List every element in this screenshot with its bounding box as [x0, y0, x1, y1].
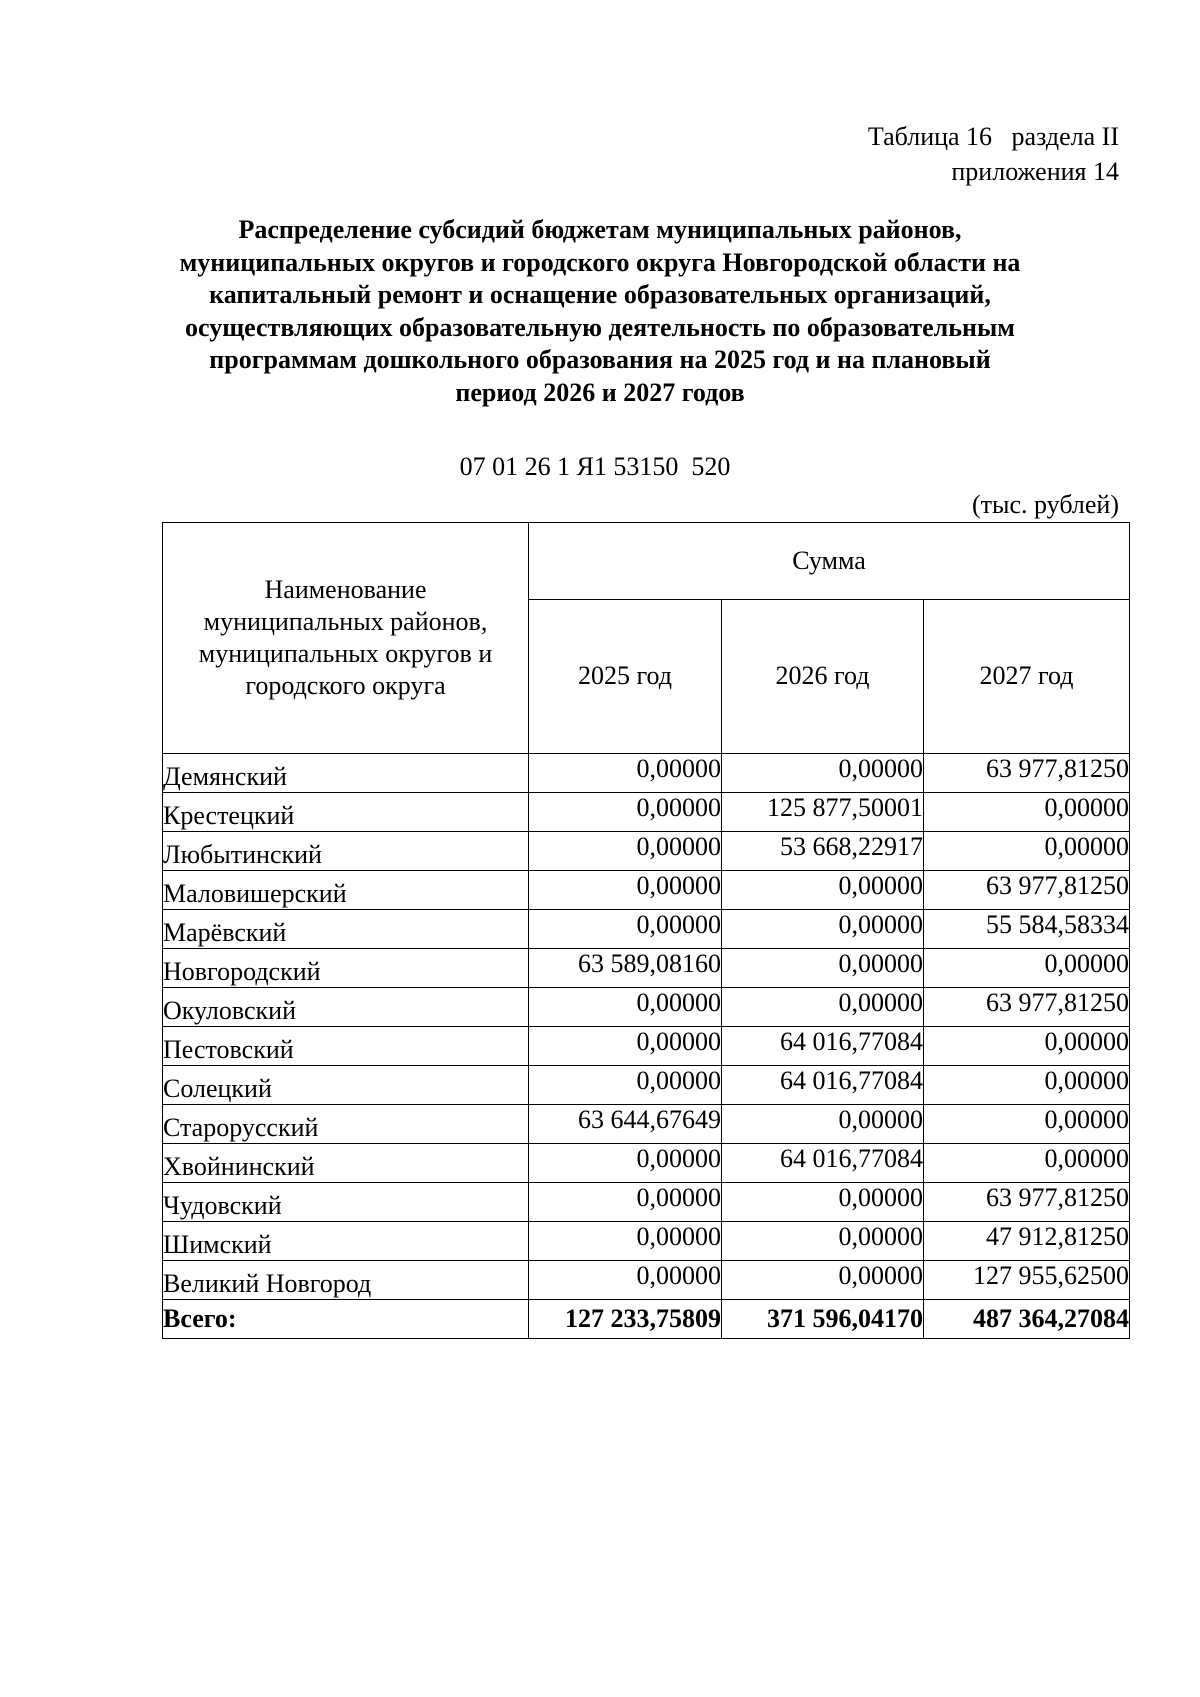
- column-header-2026: 2026 год: [722, 599, 924, 753]
- amount-2025: 0,00000: [529, 832, 722, 871]
- table-row: [163, 1183, 1130, 1222]
- amount-2025: 63 589,08160: [529, 949, 722, 988]
- district-name: Новгородский: [163, 949, 529, 988]
- amount-2026: 125 877,50001: [722, 793, 924, 832]
- amount-2027: 0,00000: [924, 1144, 1130, 1183]
- title-line: капитальный ремонт и оснащение образовательных организаций,: [209, 280, 991, 309]
- amount-2027: 63 977,81250: [924, 1183, 1130, 1222]
- amount-2027: 0,00000: [924, 1027, 1130, 1066]
- header-name-line: муниципальных районов,: [203, 607, 488, 636]
- table-row: [163, 871, 1130, 910]
- table-row: [163, 793, 1130, 832]
- table-row: [163, 910, 1130, 949]
- table-row: [163, 988, 1130, 1027]
- district-name: Старорусский: [163, 1105, 529, 1144]
- title-line: Распределение субсидий бюджетам муниципальных районов,: [238, 215, 962, 244]
- district-name: Крестецкий: [163, 793, 529, 832]
- amount-2026: 53 668,22917: [722, 832, 924, 871]
- amount-2027: 0,00000: [924, 1105, 1130, 1144]
- table-row: [163, 1066, 1130, 1105]
- amount-2027: 55 584,58334: [924, 910, 1130, 949]
- column-header-name: [163, 523, 529, 754]
- amount-2026: 0,00000: [722, 910, 924, 949]
- total-2027: 487 364,27084: [924, 1300, 1130, 1339]
- amount-2027: 0,00000: [924, 949, 1130, 988]
- district-name: Хвойнинский: [163, 1144, 529, 1183]
- header-name-line: городского округа: [245, 671, 446, 700]
- district-name: Пестовский: [163, 1027, 529, 1066]
- table-row: [163, 1222, 1130, 1261]
- amount-2026: 64 016,77084: [722, 1066, 924, 1105]
- table-body: [163, 754, 1130, 1300]
- amount-2026: 64 016,77084: [722, 1144, 924, 1183]
- total-row: [163, 1300, 1130, 1339]
- header-name-line: Наименование: [264, 575, 427, 604]
- header-name-line: муниципальных округов и: [198, 639, 493, 668]
- reference-line-table: Таблица 16 раздела II: [867, 122, 1119, 151]
- district-name: Чудовский: [163, 1183, 529, 1222]
- header-row: [163, 523, 1130, 600]
- amount-2026: 0,00000: [722, 1183, 924, 1222]
- amount-2025: 0,00000: [529, 1027, 722, 1066]
- table-row: [163, 1144, 1130, 1183]
- amount-2025: 0,00000: [529, 754, 722, 793]
- amount-2027: 47 912,81250: [924, 1222, 1130, 1261]
- amount-2026: 0,00000: [722, 1105, 924, 1144]
- subsidy-distribution-table: [162, 522, 1130, 1339]
- district-name: Любытинский: [163, 832, 529, 871]
- table-row: [163, 832, 1130, 871]
- table-row: [163, 754, 1130, 793]
- column-header-2025: 2025 год: [529, 599, 722, 753]
- amount-2027: 0,00000: [924, 832, 1130, 871]
- district-name: Демянский: [163, 754, 529, 793]
- amount-2025: 0,00000: [529, 1222, 722, 1261]
- unit-label: (тыс. рублей): [971, 490, 1119, 519]
- amount-2027: 63 977,81250: [924, 754, 1130, 793]
- amount-2025: 0,00000: [529, 910, 722, 949]
- amount-2027: 63 977,81250: [924, 871, 1130, 910]
- district-name: Окуловский: [163, 988, 529, 1027]
- document-title: [130, 214, 1070, 409]
- amount-2026: 0,00000: [722, 949, 924, 988]
- amount-2027: 127 955,62500: [924, 1261, 1130, 1300]
- table-row: [163, 1105, 1130, 1144]
- district-name: Солецкий: [163, 1066, 529, 1105]
- amount-2025: 0,00000: [529, 871, 722, 910]
- total-2025: 127 233,75809: [529, 1300, 722, 1339]
- amount-2025: 63 644,67649: [529, 1105, 722, 1144]
- total-2026: 371 596,04170: [722, 1300, 924, 1339]
- total-label: Всего:: [163, 1300, 529, 1339]
- amount-2027: 63 977,81250: [924, 988, 1130, 1027]
- district-name: Великий Новгород: [163, 1261, 529, 1300]
- amount-2025: 0,00000: [529, 793, 722, 832]
- district-name: Марёвский: [163, 910, 529, 949]
- amount-2027: 0,00000: [924, 793, 1130, 832]
- amount-2025: 0,00000: [529, 1261, 722, 1300]
- column-header-2027: 2027 год: [924, 599, 1130, 753]
- amount-2025: 0,00000: [529, 988, 722, 1027]
- title-line: программам дошкольного образования на 2025 год и на плановый: [209, 345, 991, 374]
- amount-2026: 0,00000: [722, 754, 924, 793]
- amount-2025: 0,00000: [529, 1144, 722, 1183]
- table-row: [163, 1261, 1130, 1300]
- amount-2026: 64 016,77084: [722, 1027, 924, 1066]
- budget-classification-code: 07 01 26 1 Я1 53150 520: [459, 452, 731, 481]
- table-row: [163, 949, 1130, 988]
- amount-2026: 0,00000: [722, 988, 924, 1027]
- amount-2026: 0,00000: [722, 871, 924, 910]
- amount-2026: 0,00000: [722, 1261, 924, 1300]
- amount-2027: 0,00000: [924, 1066, 1130, 1105]
- district-name: Маловишерский: [163, 871, 529, 910]
- title-line: муниципальных округов и городского округа Новгородской области на: [179, 247, 1021, 277]
- column-header-sum: Сумма: [529, 523, 1130, 600]
- reference-line-appendix: приложения 14: [951, 157, 1119, 186]
- table-row: [163, 1027, 1130, 1066]
- amount-2025: 0,00000: [529, 1183, 722, 1222]
- amount-2026: 0,00000: [722, 1222, 924, 1261]
- title-line: осуществляющих образовательную деятельность по образовательным: [185, 312, 1015, 342]
- district-name: Шимский: [163, 1222, 529, 1261]
- title-line: период 2026 и 2027 годов: [455, 377, 745, 407]
- table-reference: [868, 119, 1119, 189]
- amount-2025: 0,00000: [529, 1066, 722, 1105]
